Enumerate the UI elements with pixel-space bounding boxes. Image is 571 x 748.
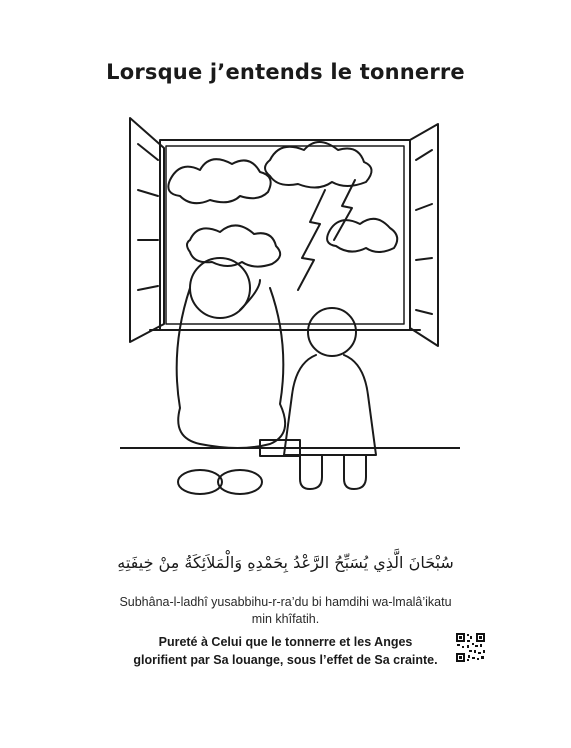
translation-line-2: glorifient par Sa louange, sous l’effet de Sa crainte. — [133, 653, 438, 667]
transliteration-line-1: Subhâna-l-ladhî yusabbihu-r-ra’du bi hamdihi wa-lmalâ’ikatu — [119, 595, 452, 609]
page-title: Lorsque j’entends le tonnerre — [106, 60, 465, 84]
arabic-invocation: سُبْحَانَ الَّذِي يُسَبِّحُ الرَّعْدُ بِحَمْدِهِ وَالْمَلاَئِكَةُ مِنْ خِيفَتِهِ — [117, 553, 454, 572]
qr-code-icon — [455, 632, 486, 663]
french-translation — [110, 633, 461, 669]
transliteration-line-2: min khîfatih. — [251, 612, 320, 626]
transliteration — [110, 594, 461, 628]
coloring-illustration — [120, 110, 460, 510]
translation-line-1: Pureté à Celui que le tonnerre et les Anges — [158, 635, 413, 649]
